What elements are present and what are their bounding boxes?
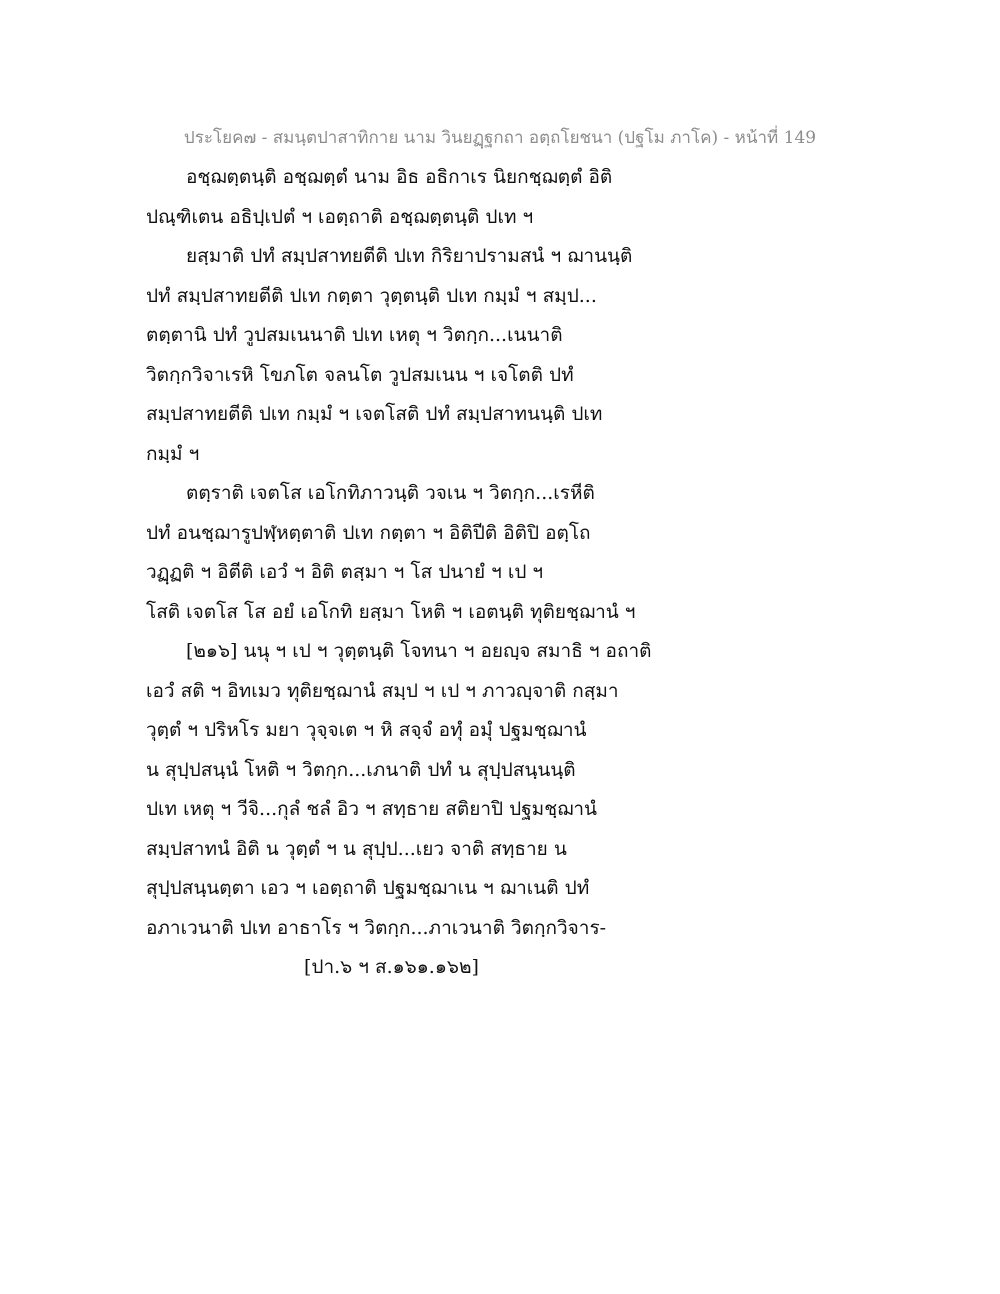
- text-line: อชฺฌตฺตนฺติ อชฺฌตฺตํ นาม อิธ อธิกาเร นิยกชฺฌตฺตํ อิติ: [186, 166, 613, 188]
- text-line: วิตกฺกวิจาเรหิ โขภโต จลนโต วูปสมเนน ฯ เจโตติ ปทํ: [146, 363, 574, 386]
- text-line: สมฺปสาทนํ อิติ น วุตฺตํ ฯ น สุปฺป...เยว จาติ สทฺธาย น: [146, 837, 567, 860]
- text-line: สุปฺปสนฺนตฺตา เอว ฯ เอตฺถาติ ปฐมชฺฌาเน ฯ ฌาเนติ ปทํ: [146, 877, 590, 899]
- text-line: วุตฺตํ ฯ ปริหโร มยา วุจฺจเต ฯ หิ สจฺจํ อทุํ อมุํ ปฐมชฺฌานํ: [146, 719, 587, 741]
- text-line: ปเท เหตุ ฯ วีจิ...กุลํ ชลํ อิว ฯ สทฺธาย สติยาปิ ปฐมชฺฌานํ: [146, 798, 597, 820]
- text-line: วฏฺฏติ ฯ อิตีติ เอวํ ฯ อิติ ตสฺมา ฯ โส ปนายํ ฯ เป ฯ: [146, 561, 544, 583]
- text-line: ปทํ สมฺปสาทยตีติ ปเท กตฺตา วุตฺตนฺติ ปเท กมฺมํ ฯ สมฺป...: [146, 284, 597, 307]
- text-line: น สุปฺปสนฺนํ โหติ ฯ วิตกฺก...เภนาติ ปทํ น สุปฺปสนฺนนฺติ: [146, 758, 576, 781]
- text-line: ปณฺฑิเตน อธิปฺเปตํ ฯ เอตฺถาติ อชฺฌตฺตนฺติ ปเท ฯ: [146, 205, 534, 228]
- page-reference: [ปา.๖ ฯ ส.๑๖๑.๑๖๒]: [304, 956, 479, 978]
- text-line: โสติ เจตโส โส อยํ เอโกทิ ยสฺมา โหติ ฯ เอตนฺติ ทุติยชฺฌานํ ฯ: [146, 600, 636, 623]
- text-line: ตตฺตานิ ปทํ วูปสมเนนาติ ปเท เหตุ ฯ วิตกฺก...เนนาติ: [146, 324, 563, 346]
- text-line: เอวํ สติ ฯ อิทเมว ทุติยชฺฌานํ สมฺป ฯ เป ฯ ภาวญฺจาติ กสฺมา: [146, 679, 619, 702]
- text-line: ยสฺมาติ ปทํ สมฺปสาทยตีติ ปเท กิริยาปรามสนํ ฯ ฌานนฺติ: [186, 245, 633, 267]
- text-line: อภาเวนาติ ปเท อาธาโร ฯ วิตกฺก...ภาเวนาติ วิตกฺกวิจาร-: [146, 916, 607, 939]
- text-line: ปทํ อนชฺฌารูปฬฺหตฺตาติ ปเท กตฺตา ฯ อิติปีติ อิติปิ อตฺโถ: [146, 521, 591, 544]
- running-header: ประโยค๗ - สมนฺตปาสาทิกาย นาม วินยฏฺฐกถา อตฺถโยชนา (ปฐโม ภาโค) - หน้าที่ 149: [183, 128, 817, 148]
- text-line: สมฺปสาทยตีติ ปเท กมฺมํ ฯ เจตโสติ ปทํ สมฺปสาทนนฺติ ปเท: [146, 403, 603, 425]
- body-text: [146, 158, 866, 988]
- text-line: กมฺมํ ฯ: [146, 442, 200, 465]
- text-line: [๒๑๖] นนุ ฯ เป ฯ วุตฺตนฺติ โจทนา ฯ อยญฺจ สมาธิ ฯ อถาติ: [186, 640, 652, 662]
- text-line: ตตฺราติ เจตโส เอโกทิภาวนฺติ วจเน ฯ วิตกฺก...เรหีติ: [186, 482, 595, 504]
